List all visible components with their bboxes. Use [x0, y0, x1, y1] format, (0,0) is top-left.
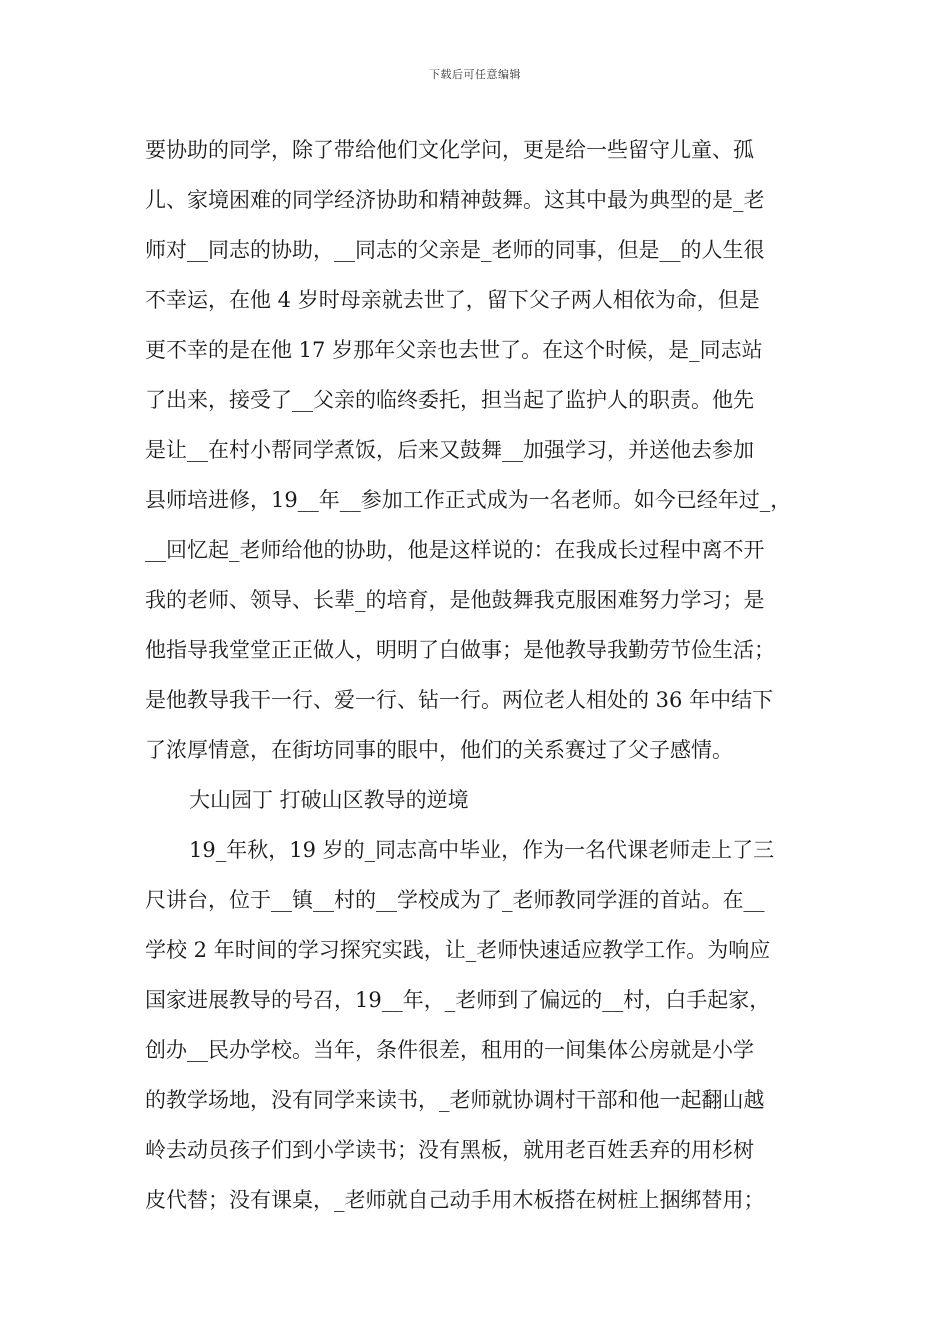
text-line: 师对__同志的协助，__同志的父亲是_老师的同事，但是__的人生很	[145, 238, 765, 262]
text-line: 学校 2 年时间的学习探究实践，让_老师快速适应教学工作。为响应	[145, 938, 771, 962]
text-line: 岭去动员孩子们到小学读书；没有黑板，就用老百姓丢弃的用杉树	[145, 1138, 754, 1162]
text-line: 的教学场地，没有同学来读书，_老师就协调村干部和他一起翻山越	[145, 1088, 765, 1112]
text-line: 要协助的同学，除了带给他们文化学问，更是给一些留守儿童、孤	[145, 138, 754, 162]
text-line: 是让__在村小帮同学煮饭，后来又鼓舞__加强学习，并送他去参加	[145, 438, 754, 462]
text-line: 19_年秋，19 岁的_同志高中毕业，作为一名代课老师走上了三	[189, 838, 775, 862]
text-line: 尺讲台，位于__镇__村的__学校成为了_老师教同学涯的首站。在__	[145, 888, 765, 912]
text-line: 儿、家境困难的同学经济协助和精神鼓舞。这其中最为典型的是_老	[145, 188, 765, 212]
page-header-note: 下载后可任意编辑	[429, 68, 521, 81]
text-line: __回忆起_老师给他的协助，他是这样说的：在我成长过程中离不开	[145, 538, 765, 562]
text-line: 了出来，接受了__父亲的临终委托，担当起了监护人的职责。他先	[145, 388, 754, 412]
text-line: 我的老师、领导、长辈_的培育，是他鼓舞我克服困难努力学习；是	[145, 588, 765, 612]
text-line: 更不幸的是在他 17 岁那年父亲也去世了。在这个时候，是_同志站	[145, 338, 763, 362]
text-line: 他指导我堂堂正正做人，明明了白做事；是他教导我勤劳节俭生活；	[145, 638, 775, 662]
section-heading: 大山园丁 打破山区教导的逆境	[189, 788, 469, 812]
text-line: 县师培进修，19__年__参加工作正式成为一名老师。如今已经年过_，	[145, 488, 792, 512]
text-line: 是他教导我干一行、爱一行、钻一行。两位老人相处的 36 年中结下	[145, 688, 774, 712]
document-body	[145, 125, 807, 1225]
text-line: 国家进展教导的号召，19__年，_老师到了偏远的__村，白手起家，	[145, 988, 771, 1012]
text-line: 不幸运，在他 4 岁时母亲就去世了，留下父子两人相依为命，但是	[145, 288, 760, 312]
text-line: 创办__民办学校。当年，条件很差，租用的一间集体公房就是小学	[145, 1038, 754, 1062]
text-line: 皮代替；没有课桌，_老师就自己动手用木板搭在树桩上捆绑替用；	[145, 1188, 765, 1212]
text-line: 了浓厚情意，在街坊同事的眼中，他们的关系赛过了父子感情。	[145, 738, 733, 762]
